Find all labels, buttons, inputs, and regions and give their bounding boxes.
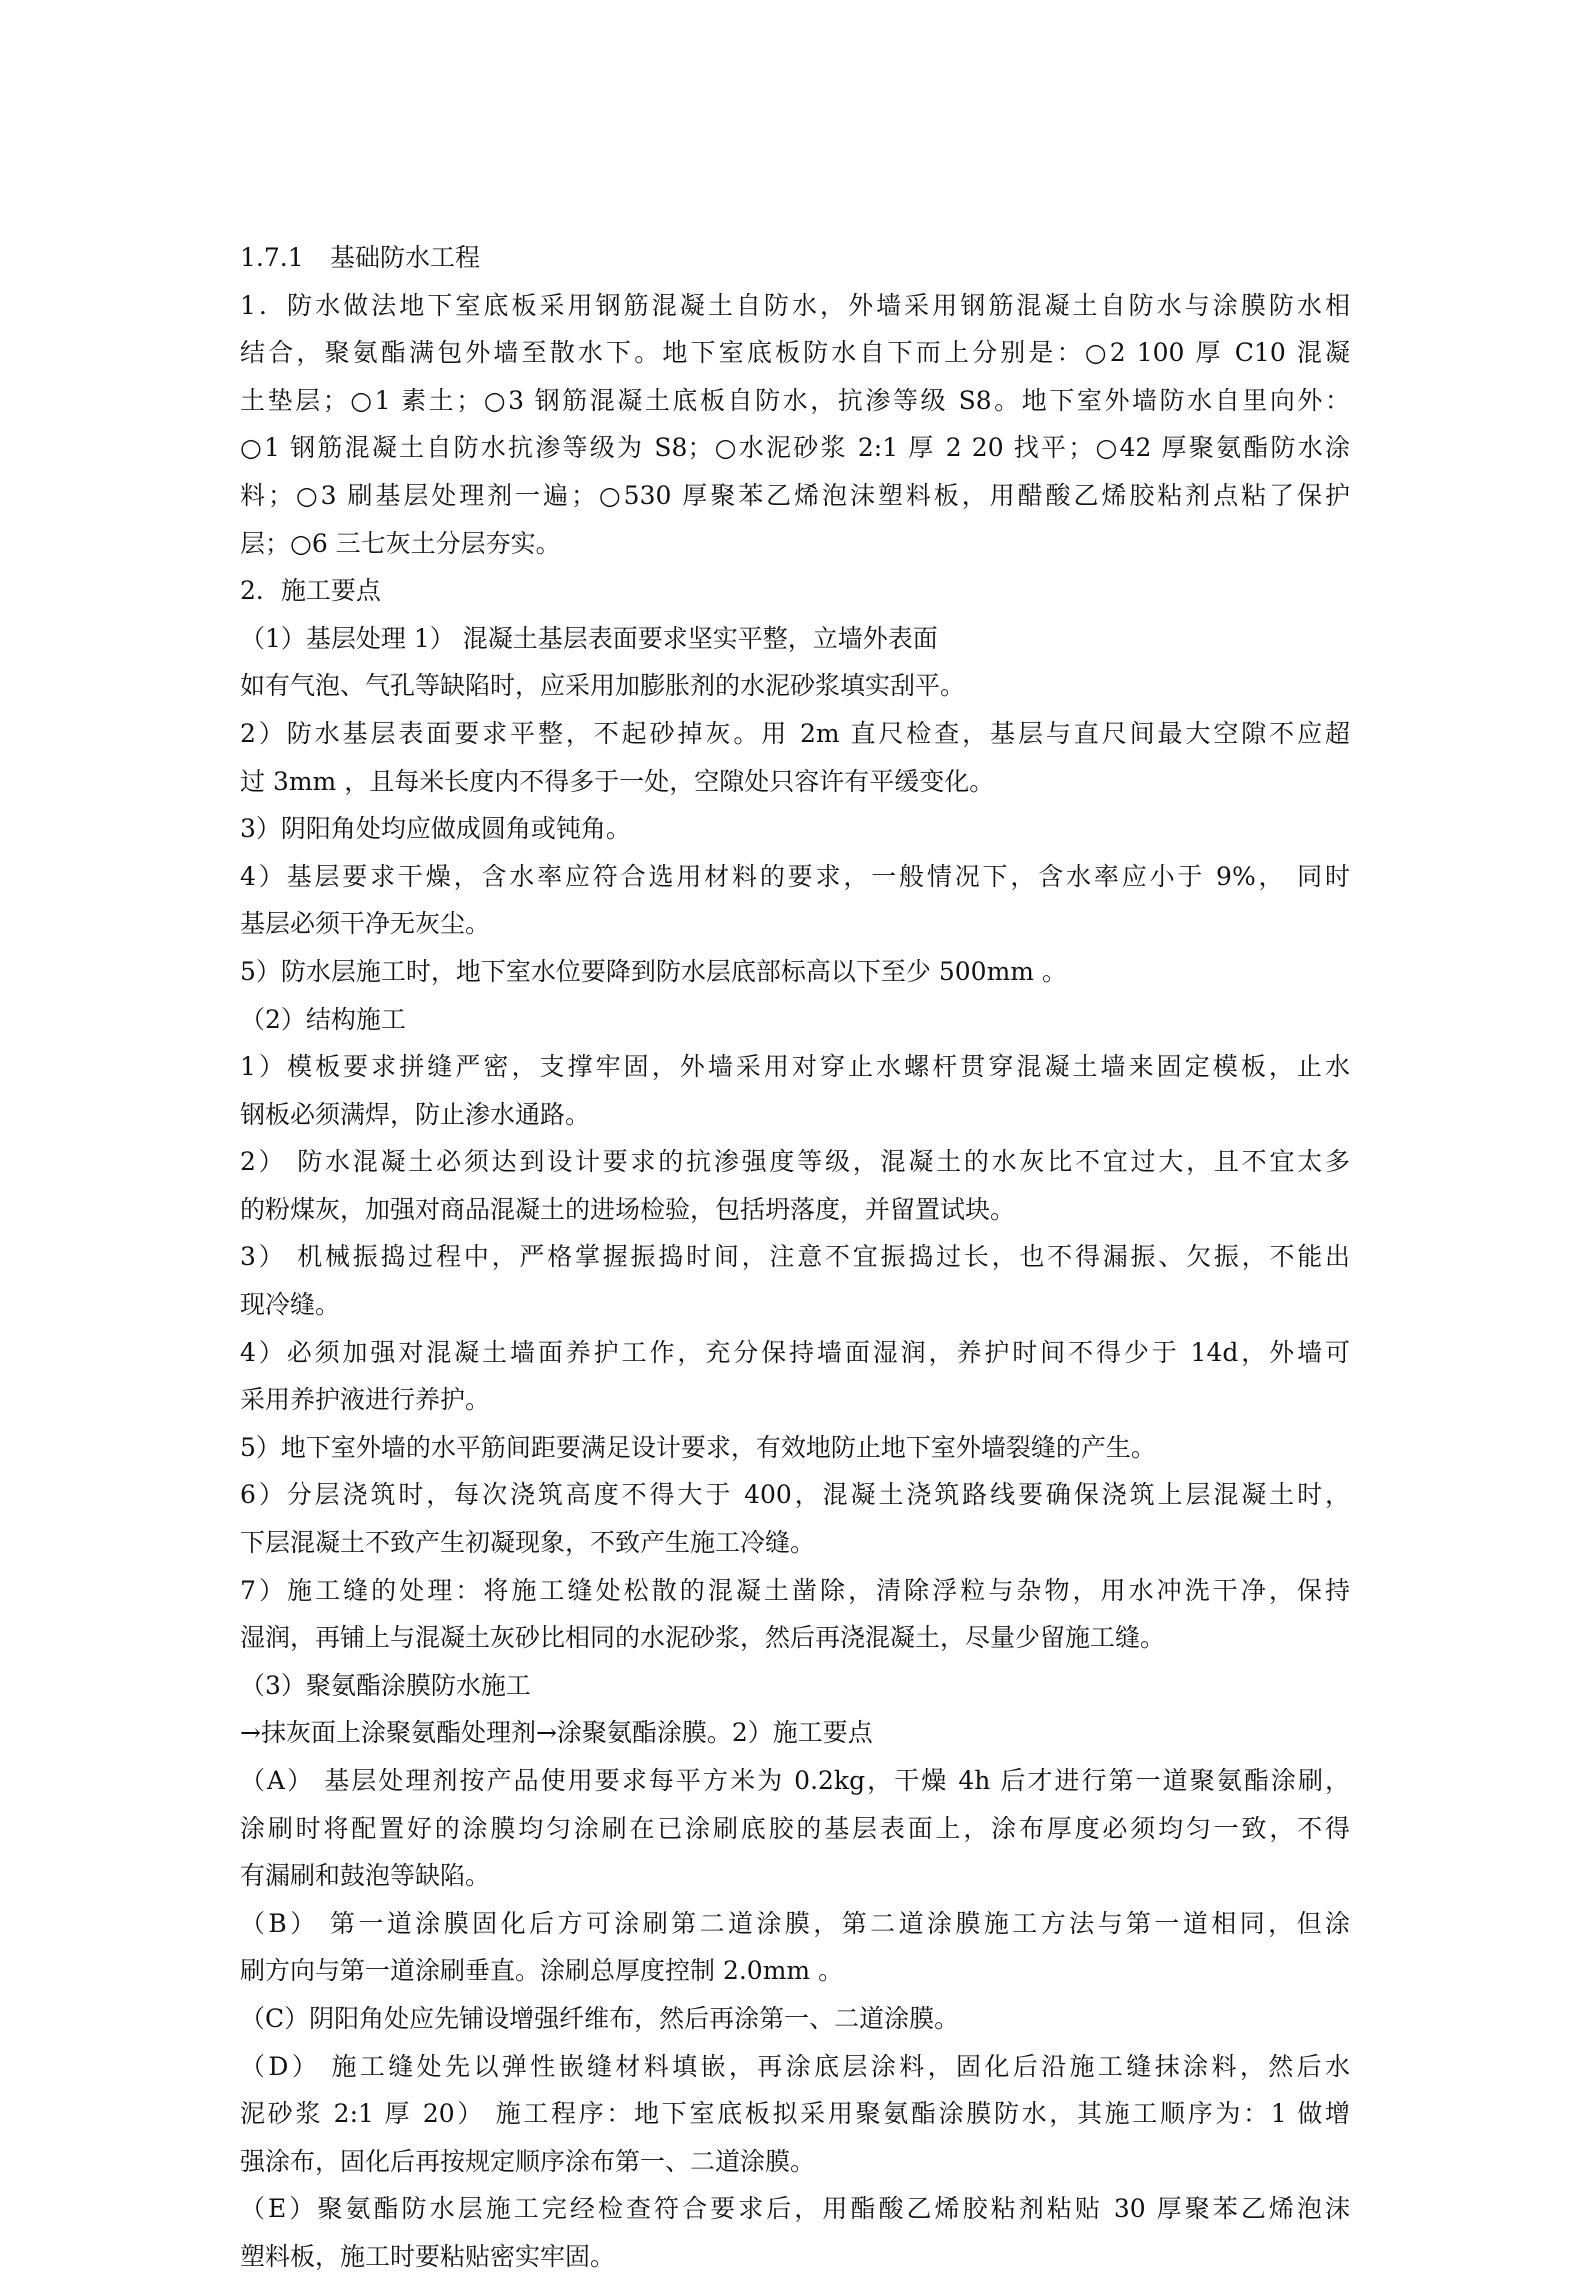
text-line: 5）防水层施工时，地下室水位要降到防水层底部标高以下至少 500mm 。 [240,956,1067,986]
text-line: 涂刷时将配置好的涂膜均匀涂刷在已涂刷底胶的基层表面上，涂布厚度必须均匀一致，不得 [240,1813,1350,1843]
section-title: 基础防水工程 [330,243,481,272]
text-line: 4）必须加强对混凝土墙面养护工作，充分保持墙面湿润，养护时间不得少于 14d，外墙可 [240,1337,1350,1367]
text-line: 1）模板要求拼缝严密，支撑牢固，外墙采用对穿止水螺杆贯穿混凝土墙来固定模板，止水 [240,1052,1350,1082]
text-line: 有漏刷和鼓泡等缺陷。 [240,1861,491,1891]
text-line: ○1 钢筋混凝土自防水抗渗等级为 S8；○水泥砂浆 2:1 厚 2 20 找平；○42 厚聚氨酯防水涂 [240,433,1350,463]
text-line: （2）结构施工 [240,1004,406,1034]
text-line: 3） 机械振捣过程中，严格掌握振捣时间，注意不宜振捣过长，也不得漏振、欠振，不能出 [240,1242,1350,1272]
text-line: 2．施工要点 [240,576,381,606]
text-line: 的粉煤灰，加强对商品混凝土的进场检验，包括坍落度，并留置试块。 [240,1194,1016,1224]
text-line: 3）阴阳角处均应做成圆角或钝角。 [240,814,631,844]
text-line: 湿润，再铺上与混凝土灰砂比相同的水泥砂浆，然后再浇混凝土，尽量少留施工缝。 [240,1623,1166,1653]
text-line: 塑料板，施工时要粘贴密实牢固。 [240,2241,616,2271]
text-line: 采用养护液进行养护。 [240,1385,491,1415]
text-line: （3）聚氨酯涂膜防水施工 [240,1670,531,1700]
text-line: （C）阴阳角处应先铺设增强纤维布，然后再涂第一、二道涂膜。 [240,2003,960,2033]
paragraph-lines [240,282,1350,2281]
text-line: 2） 防水混凝土必须达到设计要求的抗渗强度等级，混凝土的水灰比不宜过大，且不宜太多 [240,1147,1350,1177]
text-line: 钢板必须满焊，防止渗水通路。 [240,1099,591,1129]
text-line: 泥砂浆 2:1 厚 20） 施工程序：地下室底板拟采用聚氨酯涂膜防水，其施工顺序为：1 做增 [240,2099,1350,2129]
text-line: 下层混凝土不致产生初凝现象，不致产生施工冷缝。 [240,1528,816,1558]
text-line: 2）防水基层表面要求平整，不起砂掉灰。用 2m 直尺检查，基层与直尺间最大空隙不应超 [240,718,1350,748]
document-body [240,234,1350,2281]
text-line: 1．防水做法地下室底板采用钢筋混凝土自防水，外墙采用钢筋混凝土自防水与涂膜防水相 [240,290,1350,320]
text-line: 过 3mm ，且每米长度内不得多于一处，空隙处只容许有平缓变化。 [240,766,995,796]
text-line: 结合，聚氨酯满包外墙至散水下。地下室底板防水自下而上分别是：○2 100 厚 C10 混凝 [240,338,1350,368]
text-line: 刷方向与第一道涂刷垂直。涂刷总厚度控制 2.0mm 。 [240,1956,844,1986]
text-line: （A） 基层处理剂按产品使用要求每平方米为 0.2kg，干燥 4h 后才进行第一道聚氨酯涂刷， [240,1766,1350,1795]
text-line: 7）施工缝的处理：将施工缝处松散的混凝土凿除，清除浮粒与杂物，用水冲洗干净，保持 [240,1575,1350,1605]
text-line: →抹灰面上涂聚氨酯处理剂→涂聚氨酯涂膜。2）施工要点 [240,1718,873,1748]
text-line: 如有气泡、气孔等缺陷时，应采用加膨胀剂的水泥砂浆填实刮平。 [240,671,966,701]
text-line: （B） 第一道涂膜固化后方可涂刷第二道涂膜，第二道涂膜施工方法与第一道相同，但涂 [240,1908,1350,1938]
text-line: 5）地下室外墙的水平筋间距要满足设计要求，有效地防止地下室外墙裂缝的产生。 [240,1432,1156,1462]
text-line: 基层必须干净无灰尘。 [240,909,491,939]
text-line: 土垫层；○1 素土；○3 钢筋混凝土底板自防水，抗渗等级 S8。地下室外墙防水自里向外： [240,385,1350,415]
text-line: 强涂布，固化后再按规定顺序涂布第一、二道涂膜。 [240,2146,816,2176]
section-number: 1.7.1 [240,243,304,272]
text-line: （E）聚氨酯防水层施工完经检查符合要求后，用酯酸乙烯胶粘剂粘贴 30 厚聚苯乙烯泡沫 [240,2194,1350,2224]
text-line: （D） 施工缝处先以弹性嵌缝材料填嵌，再涂底层涂料，固化后沿施工缝抹涂料，然后水 [240,2051,1350,2081]
text-line: 料；○3 刷基层处理剂一遍；○530 厚聚苯乙烯泡沫塑料板，用醋酸乙烯胶粘剂点粘了保护 [240,480,1350,510]
text-line: 4）基层要求干燥，含水率应符合选用材料的要求，一般情况下，含水率应小于 9%， 同时 [240,861,1350,891]
text-line: 现冷缝。 [240,1290,341,1320]
text-line: （1）基层处理 1） 混凝土基层表面要求坚实平整，立墙外表面 [240,623,938,653]
section-heading [240,234,1350,282]
text-line: 层；○6 三七灰土分层夯实。 [240,528,561,558]
text-line: 6）分层浇筑时，每次浇筑高度不得大于 400，混凝土浇筑路线要确保浇筑上层混凝土时， [240,1480,1350,1510]
